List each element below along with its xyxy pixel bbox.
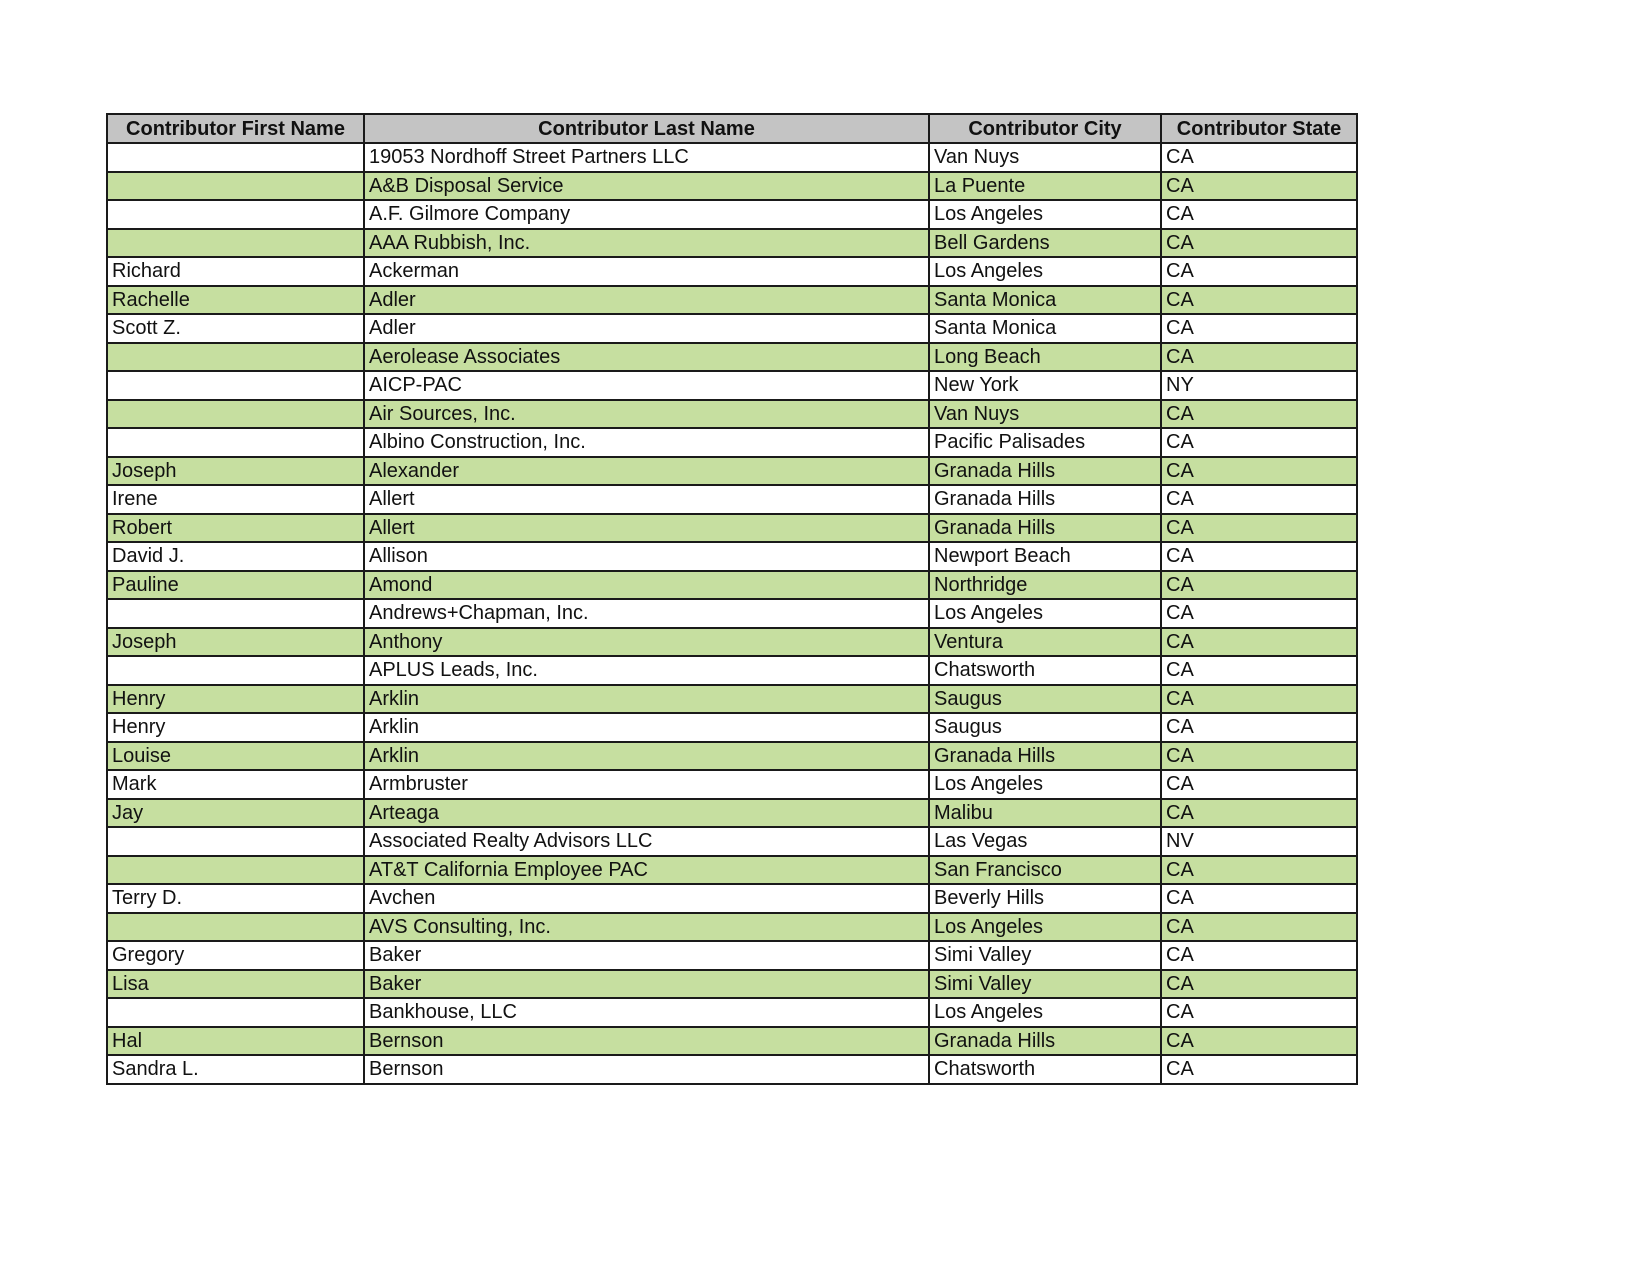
state-cell: CA [1161,998,1357,1027]
city-cell: Los Angeles [929,599,1161,628]
table-row [107,1027,1357,1056]
table-row [107,685,1357,714]
table-row [107,514,1357,543]
first-name-cell [107,428,364,457]
table-row [107,970,1357,999]
last-name-cell: Amond [364,571,929,600]
first-name-cell: Pauline [107,571,364,600]
last-name-cell: 19053 Nordhoff Street Partners LLC [364,143,929,172]
header-city: Contributor City [929,114,1161,143]
state-cell: CA [1161,941,1357,970]
contributor-table-container [106,113,1358,1085]
state-cell: CA [1161,970,1357,999]
header-last-name: Contributor Last Name [364,114,929,143]
last-name-cell: Adler [364,314,929,343]
city-cell: Malibu [929,799,1161,828]
first-name-cell: Hal [107,1027,364,1056]
first-name-cell [107,913,364,942]
last-name-cell: Baker [364,941,929,970]
last-name-cell: Arklin [364,713,929,742]
state-cell: CA [1161,571,1357,600]
first-name-cell [107,371,364,400]
state-cell: CA [1161,172,1357,201]
first-name-cell [107,656,364,685]
city-cell: Los Angeles [929,913,1161,942]
city-cell: Chatsworth [929,656,1161,685]
state-cell: CA [1161,599,1357,628]
state-cell: CA [1161,428,1357,457]
first-name-cell [107,229,364,258]
table-row [107,314,1357,343]
city-cell: Saugus [929,685,1161,714]
first-name-cell: Richard [107,257,364,286]
first-name-cell [107,200,364,229]
city-cell: Santa Monica [929,286,1161,315]
table-row [107,998,1357,1027]
table-row [107,172,1357,201]
table-row [107,343,1357,372]
state-cell: CA [1161,143,1357,172]
state-cell: CA [1161,742,1357,771]
first-name-cell [107,599,364,628]
state-cell: CA [1161,713,1357,742]
last-name-cell: Allert [364,485,929,514]
state-cell: CA [1161,343,1357,372]
table-row [107,143,1357,172]
state-cell: CA [1161,913,1357,942]
city-cell: Granada Hills [929,457,1161,486]
state-cell: CA [1161,856,1357,885]
city-cell: Santa Monica [929,314,1161,343]
table-row [107,628,1357,657]
city-cell: Newport Beach [929,542,1161,571]
city-cell: Bell Gardens [929,229,1161,258]
first-name-cell [107,856,364,885]
table-header [107,114,1357,143]
first-name-cell: Mark [107,770,364,799]
table-row [107,884,1357,913]
state-cell: CA [1161,457,1357,486]
last-name-cell: A.F. Gilmore Company [364,200,929,229]
table-row [107,571,1357,600]
city-cell: Simi Valley [929,941,1161,970]
state-cell: NV [1161,827,1357,856]
city-cell: San Francisco [929,856,1161,885]
state-cell: CA [1161,229,1357,258]
city-cell: Los Angeles [929,998,1161,1027]
state-cell: CA [1161,286,1357,315]
state-cell: CA [1161,799,1357,828]
last-name-cell: Arklin [364,685,929,714]
table-row [107,542,1357,571]
city-cell: Granada Hills [929,1027,1161,1056]
last-name-cell: Allison [364,542,929,571]
first-name-cell [107,343,364,372]
table-row [107,457,1357,486]
state-cell: CA [1161,200,1357,229]
last-name-cell: Associated Realty Advisors LLC [364,827,929,856]
city-cell: Pacific Palisades [929,428,1161,457]
state-cell: CA [1161,656,1357,685]
first-name-cell: Joseph [107,457,364,486]
header-state: Contributor State [1161,114,1357,143]
last-name-cell: Bankhouse, LLC [364,998,929,1027]
table-row [107,827,1357,856]
first-name-cell: Henry [107,685,364,714]
last-name-cell: APLUS Leads, Inc. [364,656,929,685]
table-row [107,856,1357,885]
state-cell: NY [1161,371,1357,400]
state-cell: CA [1161,514,1357,543]
city-cell: Chatsworth [929,1055,1161,1084]
first-name-cell: Terry D. [107,884,364,913]
city-cell: Los Angeles [929,200,1161,229]
table-row [107,428,1357,457]
table-row [107,656,1357,685]
state-cell: CA [1161,685,1357,714]
last-name-cell: AAA Rubbish, Inc. [364,229,929,258]
last-name-cell: AVS Consulting, Inc. [364,913,929,942]
first-name-cell: Louise [107,742,364,771]
table-row [107,257,1357,286]
first-name-cell: Henry [107,713,364,742]
last-name-cell: AT&T California Employee PAC [364,856,929,885]
city-cell: Las Vegas [929,827,1161,856]
state-cell: CA [1161,1027,1357,1056]
first-name-cell: David J. [107,542,364,571]
last-name-cell: Bernson [364,1055,929,1084]
city-cell: Saugus [929,713,1161,742]
table-row [107,200,1357,229]
last-name-cell: Ackerman [364,257,929,286]
state-cell: CA [1161,485,1357,514]
state-cell: CA [1161,1055,1357,1084]
state-cell: CA [1161,542,1357,571]
last-name-cell: Bernson [364,1027,929,1056]
last-name-cell: Air Sources, Inc. [364,400,929,429]
table-row [107,713,1357,742]
last-name-cell: Allert [364,514,929,543]
city-cell: Van Nuys [929,400,1161,429]
header-row [107,114,1357,143]
city-cell: La Puente [929,172,1161,201]
state-cell: CA [1161,628,1357,657]
first-name-cell: Scott Z. [107,314,364,343]
table-row [107,1055,1357,1084]
table-row [107,229,1357,258]
last-name-cell: Anthony [364,628,929,657]
last-name-cell: AICP-PAC [364,371,929,400]
first-name-cell: Lisa [107,970,364,999]
city-cell: Beverly Hills [929,884,1161,913]
table-row [107,599,1357,628]
city-cell: Granada Hills [929,514,1161,543]
last-name-cell: Aerolease Associates [364,343,929,372]
first-name-cell [107,143,364,172]
city-cell: Van Nuys [929,143,1161,172]
table-row [107,941,1357,970]
last-name-cell: Andrews+Chapman, Inc. [364,599,929,628]
last-name-cell: Albino Construction, Inc. [364,428,929,457]
city-cell: Los Angeles [929,770,1161,799]
state-cell: CA [1161,884,1357,913]
last-name-cell: A&B Disposal Service [364,172,929,201]
table-row [107,485,1357,514]
first-name-cell: Sandra L. [107,1055,364,1084]
first-name-cell: Rachelle [107,286,364,315]
last-name-cell: Arklin [364,742,929,771]
city-cell: Ventura [929,628,1161,657]
table-row [107,400,1357,429]
state-cell: CA [1161,314,1357,343]
last-name-cell: Arteaga [364,799,929,828]
city-cell: Granada Hills [929,742,1161,771]
state-cell: CA [1161,770,1357,799]
table-row [107,371,1357,400]
first-name-cell: Joseph [107,628,364,657]
table-row [107,770,1357,799]
city-cell: Los Angeles [929,257,1161,286]
last-name-cell: Armbruster [364,770,929,799]
state-cell: CA [1161,257,1357,286]
city-cell: Long Beach [929,343,1161,372]
first-name-cell [107,998,364,1027]
table-row [107,799,1357,828]
first-name-cell: Irene [107,485,364,514]
table-row [107,742,1357,771]
table-body [107,143,1357,1084]
contributor-table [106,113,1358,1085]
city-cell: Simi Valley [929,970,1161,999]
city-cell: New York [929,371,1161,400]
city-cell: Granada Hills [929,485,1161,514]
header-first-name: Contributor First Name [107,114,364,143]
last-name-cell: Avchen [364,884,929,913]
first-name-cell: Gregory [107,941,364,970]
state-cell: CA [1161,400,1357,429]
last-name-cell: Adler [364,286,929,315]
first-name-cell [107,172,364,201]
city-cell: Northridge [929,571,1161,600]
last-name-cell: Alexander [364,457,929,486]
first-name-cell [107,400,364,429]
first-name-cell: Jay [107,799,364,828]
table-row [107,286,1357,315]
last-name-cell: Baker [364,970,929,999]
first-name-cell: Robert [107,514,364,543]
first-name-cell [107,827,364,856]
table-row [107,913,1357,942]
